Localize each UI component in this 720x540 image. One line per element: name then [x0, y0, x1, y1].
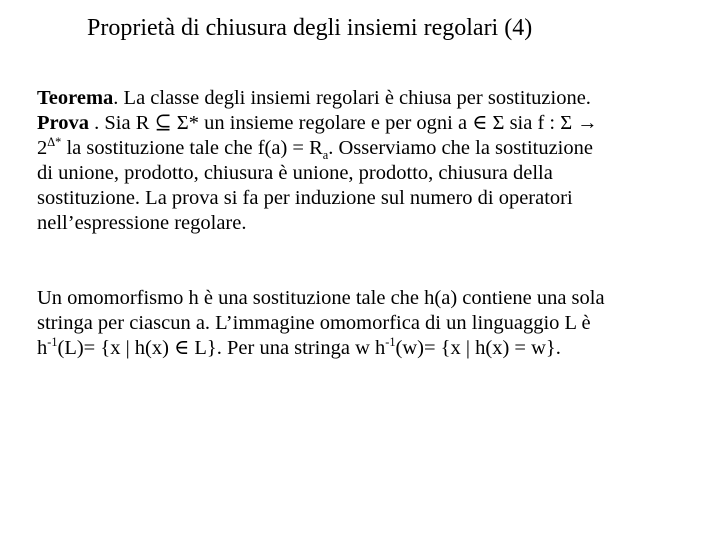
proof-subscript: a	[322, 148, 329, 163]
proof-mid: la sostituzione tale che f(a) = R	[61, 137, 323, 159]
theorem-statement: . La classe degli insiemi regolari è chiusa per sostituzione.	[113, 87, 591, 109]
proof-line-3: di unione, prodotto, chiusura è unione, prodotto, chiusura della	[37, 162, 553, 184]
inverse-definition-1: (L)= {x | h(x) ∈ L}. Per una stringa w h	[57, 337, 386, 359]
slide-title: Proprietà di chiusura degli insiemi regolari (4)	[87, 15, 533, 41]
inverse-exponent-1: -1	[47, 335, 58, 350]
homomorphism-line-2: stringa per ciascun a. L’immagine omomorfica di un linguaggio L è	[37, 312, 591, 334]
proof-line-1	[37, 111, 707, 136]
proof-end: . Osserviamo che la sostituzione	[328, 137, 593, 159]
theorem-paragraph	[37, 86, 707, 236]
proof-line-5: nell’espressione regolare.	[37, 212, 247, 234]
theorem-line	[37, 86, 707, 111]
proof-line-2	[37, 136, 707, 161]
inverse-definition-2: (w)= {x | h(x) = w}.	[395, 337, 561, 359]
inverse-exponent-2: -1	[385, 335, 396, 350]
homomorphism-line-1: Un omomorfismo h è una sostituzione tale che h(a) contiene una sola	[37, 287, 605, 309]
proof-text-1: . Sia R ⊆ Σ* un insieme regolare e per ogni a ∈ Σ sia f : Σ →	[89, 112, 598, 134]
inverse-h-1: h	[37, 337, 48, 359]
theorem-label: Teorema	[37, 87, 114, 109]
proof-line-4: sostituzione. La prova si fa per induzione sul numero di operatori	[37, 187, 573, 209]
homomorphism-line-3	[37, 336, 707, 361]
homomorphism-paragraph	[37, 286, 707, 361]
proof-label: Prova	[37, 112, 90, 134]
proof-base: 2	[37, 137, 48, 159]
proof-superscript: Δ*	[47, 135, 62, 150]
